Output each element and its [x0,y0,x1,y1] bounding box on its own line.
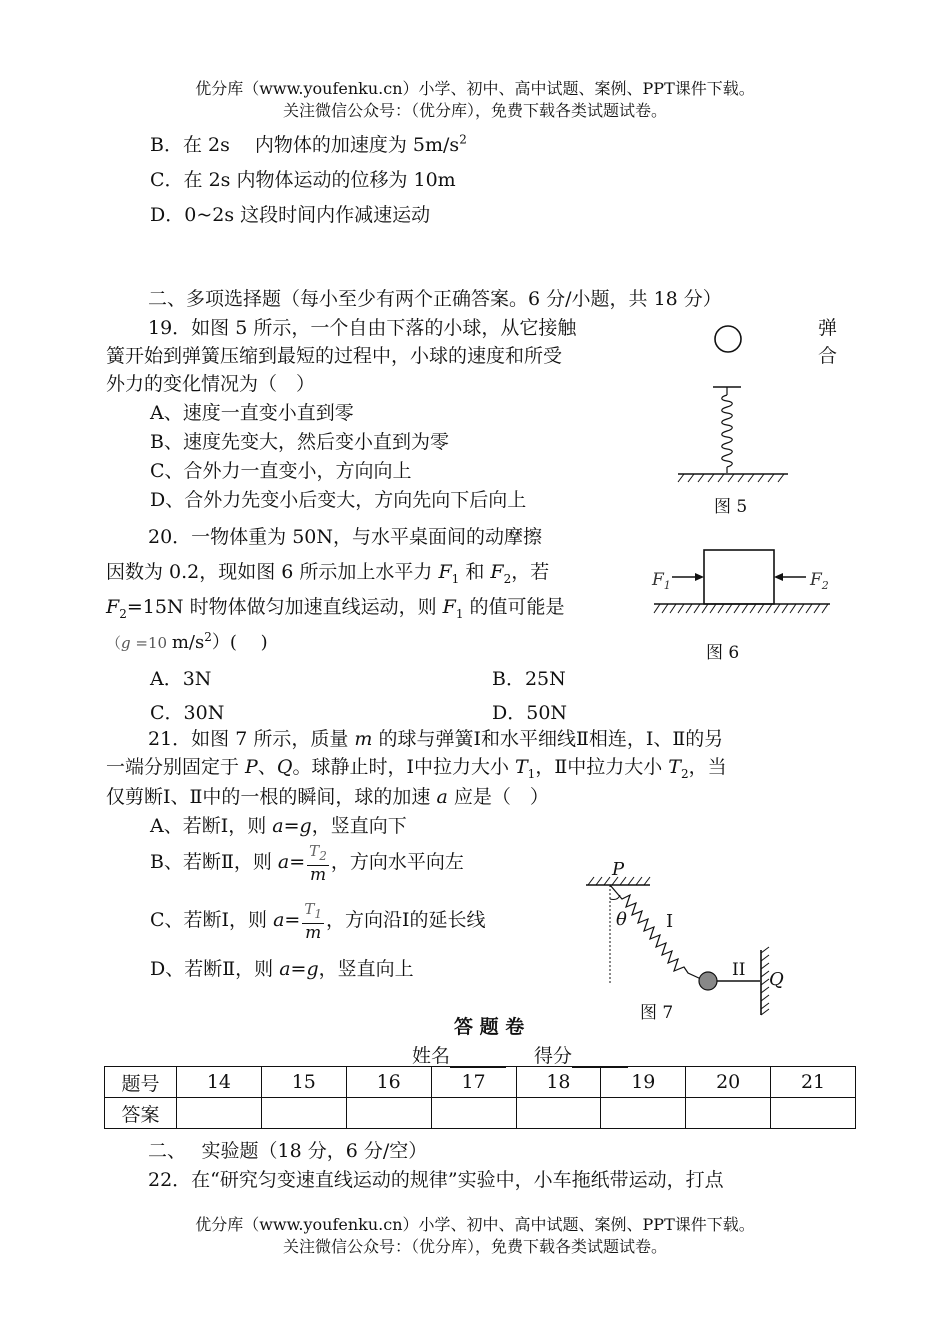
q21-line-1: 21．如图 7 所示，质量 m 的球与弹簧Ⅰ和水平细线Ⅱ相连，Ⅰ、Ⅱ的另 [148,728,724,750]
answer-cell[interactable] [601,1098,686,1129]
answer-cell[interactable] [261,1098,346,1129]
q20-option-a: A．3N [150,668,212,690]
q21-option-c: C、若断Ⅰ，则 a= $\frac{T_1}{m}$ ，方向沿Ⅰ的延长线 [150,900,486,943]
ball-circle [715,326,741,352]
q21-option-b: B、若断Ⅱ，则 a= $\frac{T_2}{m}$ ，方向水平向左 [150,842,464,885]
q19-line-2: 簧开始到弹簧压缩到最短的过程中，小球的速度和所受 [106,345,563,367]
answer-cell[interactable] [771,1098,856,1129]
q18-option-c: C．在 2s 内物体运动的位移为 10m [150,169,456,191]
q19-line-2-right: 合 [818,345,838,367]
answer-sheet-title: 答 题 卷 [454,1016,525,1038]
page-footer-line-1: 优分库（www.youfenku.cn）小学、初中、高中试题、案例、PPT课件下载。 [195,1215,755,1234]
q19-line-1-right: 弹 [818,317,838,339]
figure-5-ball-spring [670,315,800,495]
label-f1: $F_1$ [652,570,671,592]
q19-line-1: 19．如图 5 所示，一个自由下落的小球，从它接触 [148,317,577,339]
q18-option-d: D．0~2s 这段时间内作减速运动 [150,204,431,226]
q20-line-1: 20．一物体重为 50N，与水平桌面间的动摩擦 [148,526,543,548]
q19-option-a: A、速度一直变小直到零 [150,402,354,424]
question-number-cell: 18 [516,1067,601,1098]
question-number-cell: 20 [686,1067,771,1098]
block-rect [704,550,774,604]
label-theta: θ [616,909,627,930]
figure-5-caption: 图 5 [714,497,748,517]
question-number-cell: 16 [346,1067,431,1098]
figure-6-block-forces [648,545,838,625]
label-q: Q [769,969,784,990]
q19-line-3: 外力的变化情况为（ ） [106,373,316,395]
answer-table-answer-row [105,1098,856,1129]
answer-cell[interactable] [346,1098,431,1129]
page-header-line-1: 优分库（www.youfenku.cn）小学、初中、高中试题、案例、PPT课件下载。 [195,79,755,98]
question-number-cell: 14 [177,1067,262,1098]
q21-line-2: 一端分别固定于 P、Q。球静止时，Ⅰ中拉力大小 $T_1$，Ⅱ中拉力大小 $T_2$，当 [106,756,727,781]
label-i: I [666,911,674,932]
q20-line-3: $F_2=15N$ 时物体做匀加速直线运动，则 $F_1$ 的值可能是 [106,596,565,621]
q19-option-c: C、合外力一直变小，方向向上 [150,460,412,482]
q19-option-b: B、速度先变大，然后变小直到为零 [150,431,449,453]
answer-cell[interactable] [516,1098,601,1129]
q20-line-2: 因数为 0.2，现如图 6 所示加上水平力 $F_1$ 和 $F_2$，若 [106,561,550,586]
q18-option-b: B．在 2s 内物体的加速度为 $5m/s^2$ [150,132,467,156]
label-ii: II [732,960,746,980]
page-footer-line-2: 关注微信公众号：（优分库），免费下载各类试题试卷。 [282,1237,667,1256]
q20-option-c: C．30N [150,702,225,724]
answer-cell[interactable] [686,1098,771,1129]
answer-cell[interactable] [431,1098,516,1129]
page-header-line-2: 关注微信公众号：（优分库），免费下载各类试题试卷。 [282,101,667,120]
label-f2: $F_2$ [810,570,829,592]
figure-7-spring-string [580,855,800,1020]
q20-option-d: D．50N [492,702,568,724]
row-header-number: 题号 [105,1067,177,1098]
name-score-line: 姓名 得分 [412,1041,628,1068]
question-number-cell: 19 [601,1067,686,1098]
q20-line-4: （g =10 $m/s^2$）( ) [106,630,268,653]
q20-option-b: B．25N [492,668,566,690]
answer-table-header-row [105,1067,856,1098]
answer-table [104,1066,856,1129]
question-number-cell: 17 [431,1067,516,1098]
q21-option-d: D、若断Ⅱ，则 a=g，竖直向上 [150,958,414,980]
q21-line-3: 仅剪断Ⅰ、Ⅱ中的一根的瞬间，球的加速 a 应是（ ） [106,786,549,808]
question-number-cell: 15 [261,1067,346,1098]
q19-option-d: D、合外力先变小后变大，方向先向下后向上 [150,489,527,511]
section-2-title: 二、多项选择题（每小至少有两个正确答案。6 分/小题，共 18 分） [148,288,722,310]
q22-line-1: 22．在“研究匀变速直线运动的规律”实验中，小车拖纸带运动，打点 [148,1169,724,1191]
q21-option-a: A、若断Ⅰ，则 a=g，竖直向下 [150,815,407,837]
row-header-answer: 答案 [105,1098,177,1129]
question-number-cell: 21 [771,1067,856,1098]
label-p: P [612,859,625,880]
figure-6-caption: 图 6 [706,643,740,663]
answer-cell[interactable] [177,1098,262,1129]
ball-m [699,972,717,990]
spring-coil [722,395,733,467]
spring-i-zigzag [610,885,701,979]
figure-7-caption: 图 7 [640,1003,674,1023]
section-3-title: 二、 实验题（18 分，6 分/空） [148,1140,428,1162]
